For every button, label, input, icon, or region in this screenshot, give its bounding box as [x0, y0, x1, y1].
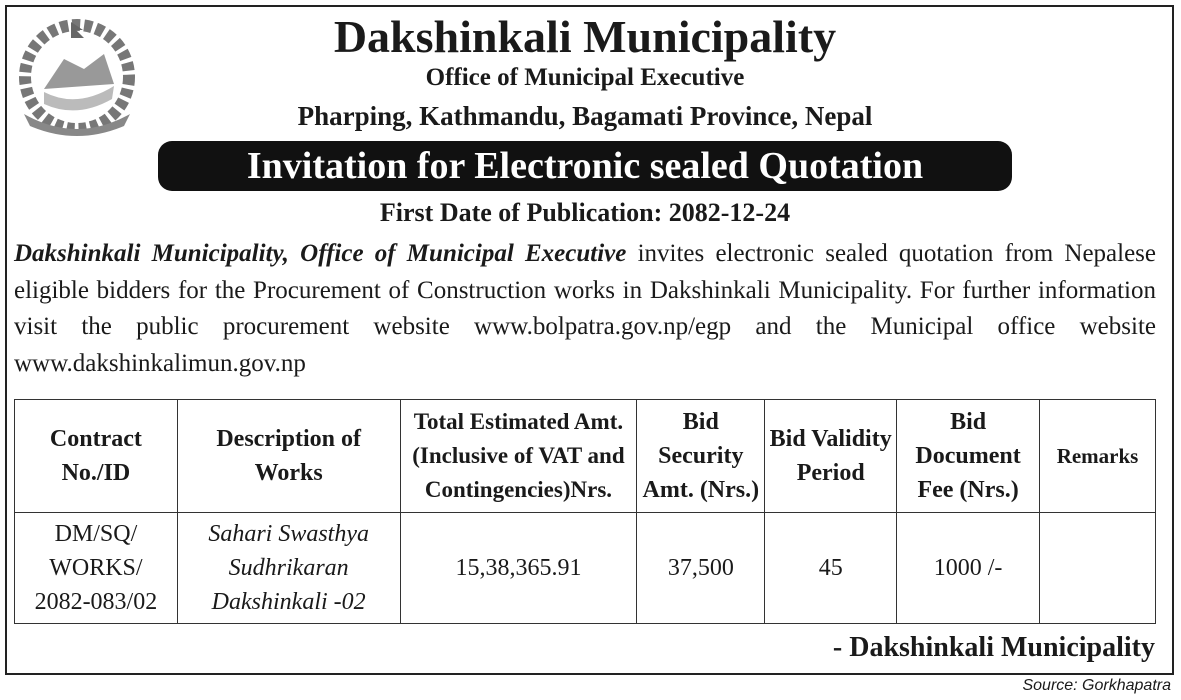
signature: - Dakshinkali Municipality	[832, 632, 1155, 663]
address: Pharping, Kathmandu, Bagamati Province, Nepal	[297, 101, 873, 131]
header-contract-no: Contract No./ID	[15, 400, 178, 513]
cell-contract-no: DM/SQ/ WORKS/ 2082-083/02	[15, 513, 178, 624]
page-title: Dakshinkali Municipality	[333, 11, 837, 62]
cell-document-fee: 1000 /-	[897, 513, 1040, 624]
notice-banner: Invitation for Electronic sealed Quotation	[158, 141, 1012, 191]
cell-description: Sahari Swasthya Sudhrikaran Dakshinkali -02	[177, 513, 400, 624]
cell-estimated-amount: 15,38,365.91	[400, 513, 637, 624]
notice-body	[14, 236, 1156, 382]
table-header-row	[15, 400, 1156, 513]
header-description: Description of Works	[177, 400, 400, 513]
source-credit: Source: Gorkhapatra	[1022, 677, 1171, 694]
cell-bid-validity: 45	[765, 513, 897, 624]
header-remarks: Remarks	[1040, 400, 1156, 513]
body-lead: Dakshinkali Municipality, Office of Municipal Executive	[14, 240, 627, 267]
table-row	[15, 513, 1156, 624]
header-bid-security: Bid Security Amt. (Nrs.)	[637, 400, 765, 513]
body-text: invites electronic sealed quotation from Nepalese eligible bidders for the Procurement of Construction works in Dakshinkali Municipality. For further information visit the public procurement website www.bolpatra.gov.np/egp and the Municipal office website www.dakshinkalimun.gov.np	[14, 240, 1156, 377]
quotation-table	[14, 399, 1156, 624]
header-bid-validity: Bid Validity Period	[765, 400, 897, 513]
header-document-fee: Bid Document Fee (Nrs.)	[897, 400, 1040, 513]
publication-date: First Date of Publication: 2082-12-24	[379, 198, 791, 227]
header-estimated-amount: Total Estimated Amt. (Inclusive of VAT and Contingencies)Nrs.	[400, 400, 637, 513]
cell-remarks	[1040, 513, 1156, 624]
office-name: Office of Municipal Executive	[425, 64, 745, 91]
cell-bid-security: 37,500	[637, 513, 765, 624]
